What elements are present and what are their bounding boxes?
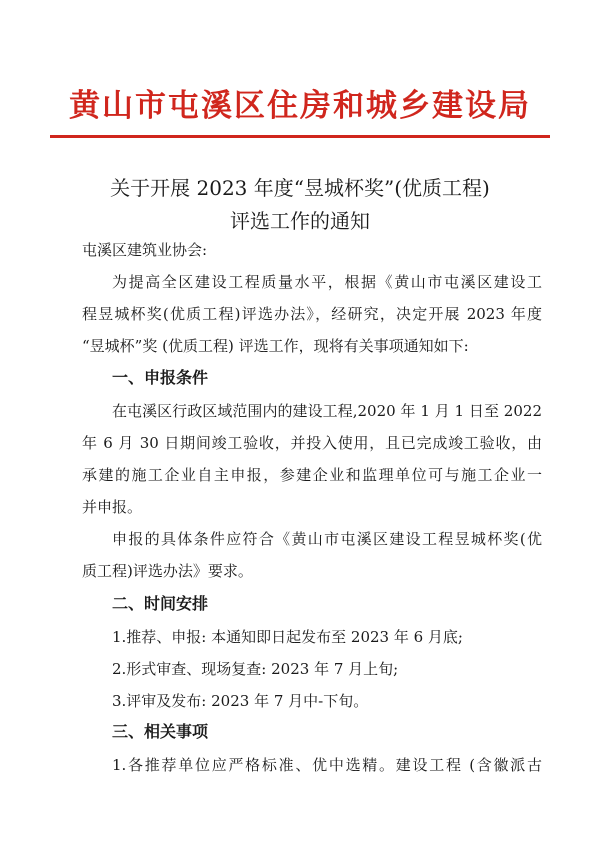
schedule-item: 1.推荐、申报: 本通知即日起发布至 2023 年 6 月底; [112,628,463,646]
section1-para2-line: 质工程)评选办法》要求。 [82,562,253,580]
intro-line: 为提高全区建设工程质量水平，根据《黄山市屯溪区建设工 [112,273,542,291]
section-heading-1: 一、申报条件 [112,368,209,387]
section-heading-3: 三、相关事项 [112,722,209,741]
notice-title-line-2: 评选工作的通知 [230,209,370,233]
section1-para1-line: 在屯溪区行政区域范围内的建设工程,2020 年 1 月 1 日至 2022 [112,402,542,420]
section1-para2-line: 申报的具体条件应符合《黄山市屯溪区建设工程昱城杯奖(优 [112,530,542,548]
agency-letterhead: 黄山市屯溪区住房和城乡建设局 [69,88,531,124]
section1-para1-line: 并申报。 [82,498,143,516]
schedule-item: 2.形式审查、现场复查: 2023 年 7 月上旬; [112,660,399,678]
section1-para1-line: 年 6 月 30 日期间竣工验收，并投入使用，且已完成竣工验收，由 [82,434,542,452]
section-heading-2: 二、时间安排 [112,594,209,613]
salutation: 屯溪区建筑业协会: [82,241,208,259]
section1-para1-line: 承建的施工企业自主申报，参建企业和监理单位可与施工企业一 [82,466,542,484]
notice-title-line-1: 关于开展 2023 年度“昱城杯奖”(优质工程) [110,176,490,200]
matters-item: 1.各推荐单位应严格标准、优中选精。建设工程 (含徽派古 [112,756,542,774]
letterhead-red-rule [50,135,550,138]
intro-line: “昱城杯”奖 (优质工程) 评选工作，现将有关事项通知如下: [82,337,469,355]
intro-line: 程昱城杯奖(优质工程)评选办法》，经研究，决定开展 2023 年度 [82,305,542,323]
schedule-item: 3.评审及发布: 2023 年 7 月中-下旬。 [112,692,369,710]
